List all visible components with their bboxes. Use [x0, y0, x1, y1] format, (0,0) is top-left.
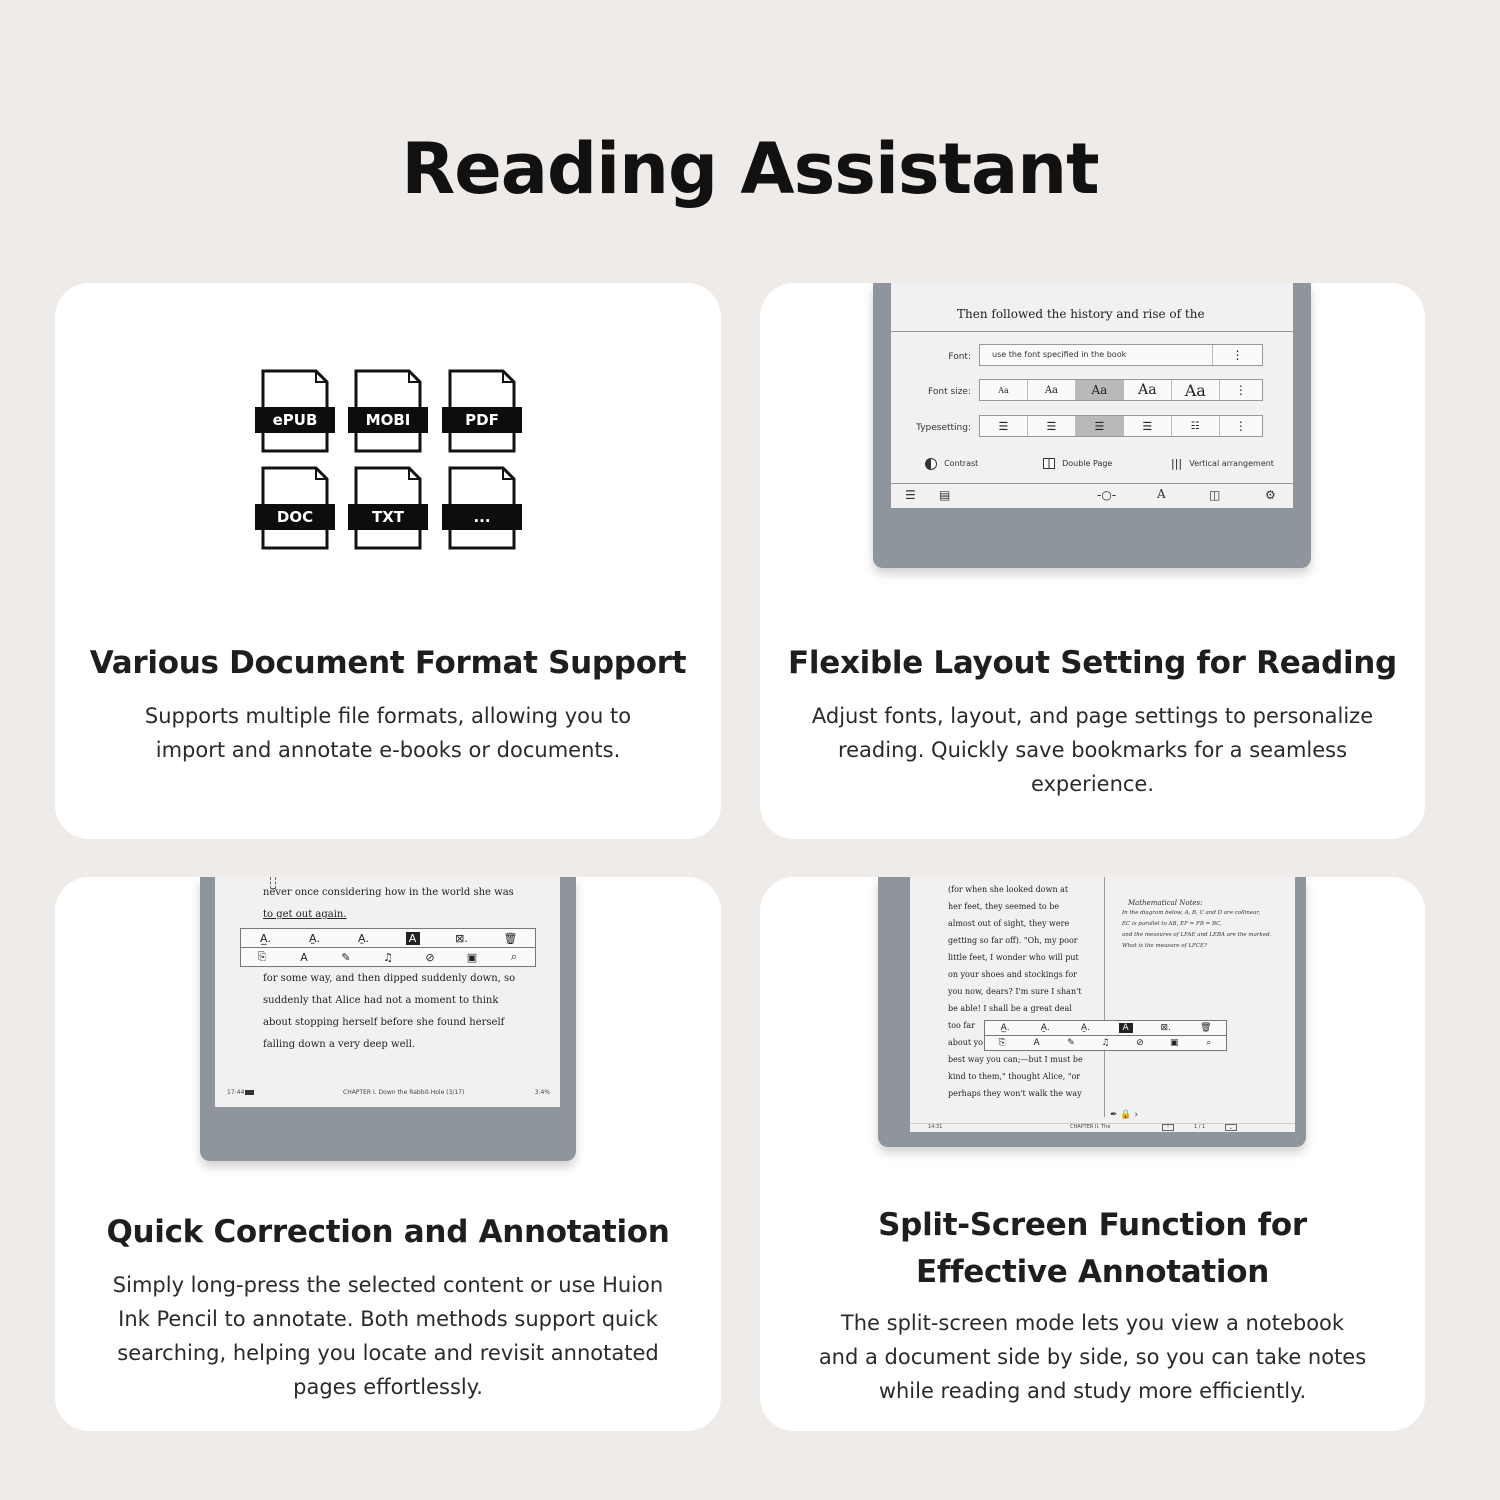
highlight-clear-icon[interactable]: ⊠. [1160, 1023, 1171, 1033]
desc-line: The split-screen mode lets you view a notebook [840, 1311, 1345, 1335]
action-toolbar [984, 1035, 1227, 1051]
status-bar [910, 1123, 1295, 1132]
heading-line: Effective Annotation [916, 1254, 1269, 1290]
book-line: kind to them," thought Alice, "or [948, 1072, 1081, 1081]
file-format-label: MOBI [348, 407, 428, 433]
delete-icon[interactable]: 🗑 [503, 931, 518, 945]
typesetting-selector[interactable] [979, 415, 1263, 437]
listen-icon[interactable]: ♫ [1101, 1038, 1110, 1048]
divider [891, 331, 1293, 332]
desc-line: Adjust fonts, layout, and page settings to personalize [811, 704, 1374, 728]
file-icon [353, 466, 423, 550]
ereader-screen [891, 283, 1293, 508]
settings-icon[interactable]: ⚙ [1265, 488, 1276, 502]
font-size-option-selected[interactable]: Aa [1076, 380, 1124, 400]
book-line: (for when she looked down at [948, 885, 1069, 894]
dictionary-icon[interactable]: ▣ [466, 950, 478, 964]
status-percent: 3.4% [534, 1089, 550, 1096]
desc-line: Supports multiple file formats, allowing you to [144, 704, 632, 728]
page-down-button[interactable]: ⌄ [1225, 1124, 1237, 1131]
ereader-screen [910, 877, 1295, 1132]
desc-line: searching, helping you locate and revisit annotated [117, 1341, 659, 1365]
status-bar [215, 1089, 560, 1101]
font-size-option[interactable]: Aa [1124, 380, 1172, 400]
heading-line: Split-Screen Function for [878, 1207, 1307, 1243]
search-icon[interactable]: ⌕ [1206, 1038, 1212, 1048]
split-screen-card [760, 877, 1425, 1431]
more-icon[interactable]: ⋮ [1212, 345, 1262, 365]
contrast-button[interactable] [925, 453, 978, 472]
book-line: on your shoes and stockings for [948, 970, 1077, 979]
status-chapter: CHAPTER II. The [1070, 1124, 1111, 1130]
vertical-arrangement-button[interactable] [1171, 453, 1274, 472]
file-icon [353, 369, 423, 453]
annotation-toolbar [240, 928, 536, 948]
text-icon[interactable]: A [300, 950, 308, 964]
card-description [95, 1268, 681, 1404]
font-size-option[interactable]: Aa [1172, 380, 1220, 400]
ereader-device [873, 283, 1311, 568]
translate-icon[interactable]: ⊘ [1136, 1038, 1144, 1048]
book-line: never once considering how in the world she was [263, 887, 514, 898]
note-icon[interactable]: ✎ [341, 950, 351, 964]
font-size-option[interactable]: Aa [980, 380, 1028, 400]
highlight-style-icon[interactable]: A̲. [259, 931, 272, 945]
status-chapter: CHAPTER I. Down the Rabbit-Hole (3/17) [343, 1089, 465, 1096]
search-icon[interactable]: ⌕ [510, 950, 518, 963]
file-format-label: DOC [255, 504, 335, 530]
desc-line: Ink Pencil to annotate. Both methods support quick [118, 1307, 658, 1331]
align-icon[interactable]: ☰ [1124, 416, 1172, 436]
highlight-fill-icon[interactable]: A [1119, 1023, 1133, 1033]
double-page-label: Double Page [1062, 459, 1113, 468]
copy-icon[interactable]: ⎘ [257, 950, 267, 963]
align-icon[interactable]: ☰ [980, 416, 1028, 436]
custom-layout-icon[interactable]: ☷ [1172, 416, 1220, 436]
book-line: perhaps they won't walk the way [948, 1089, 1082, 1098]
page-up-button[interactable]: ⌃ [1162, 1124, 1174, 1131]
chevron-right-icon[interactable]: › [1134, 1110, 1139, 1120]
desc-line: pages effortlessly. [293, 1375, 483, 1399]
status-time: 14:31 [928, 1124, 943, 1130]
desc-line: experience. [1030, 772, 1155, 796]
page-indicator: 1 / 1 [1194, 1124, 1206, 1130]
battery-icon [245, 1090, 254, 1095]
book-line: be able! I shall be a great deal [948, 1004, 1072, 1013]
bottom-toolbar [891, 485, 1293, 507]
translate-icon[interactable]: ⊘ [425, 950, 435, 964]
font-size-label: Font size: [928, 387, 971, 397]
card-description [800, 1306, 1385, 1408]
file-icon [260, 466, 330, 550]
card-description [95, 699, 681, 767]
lock-icon[interactable]: 🔒 [1120, 1110, 1132, 1120]
contrast-label: Contrast [944, 459, 979, 468]
brightness-icon[interactable]: -○- [1097, 488, 1117, 502]
pen-tools [1110, 1110, 1138, 1120]
book-line: for some way, and then dipped suddenly down, so [263, 973, 516, 984]
file-format-label: ... [442, 504, 522, 530]
divider [891, 483, 1293, 484]
ereader-device [200, 877, 576, 1161]
book-line-selected: to get out again. [263, 909, 347, 920]
split-icon[interactable]: ◫ [1209, 488, 1221, 502]
book-line: too far [948, 1021, 975, 1030]
file-format-label: PDF [442, 407, 522, 433]
ereader-device [878, 877, 1306, 1147]
handwritten-note-line: EC is parallel to AB, EF = FB = BC, [1122, 921, 1222, 927]
note-icon[interactable]: ✎ [1067, 1038, 1075, 1048]
file-icon [447, 369, 517, 453]
align-icon-selected[interactable]: ☰ [1076, 416, 1124, 436]
more-icon[interactable]: ⋮ [1234, 419, 1247, 433]
font-size-selector[interactable] [979, 379, 1263, 401]
desc-line: while reading and study more efficiently. [878, 1379, 1307, 1403]
desc-line: and a document side by side, so you can take notes [818, 1345, 1367, 1369]
file-format-label: TXT [348, 504, 428, 530]
correction-annotation-card [55, 877, 721, 1431]
align-icon[interactable]: ☰ [1028, 416, 1076, 436]
double-page-button[interactable] [1043, 453, 1112, 472]
highlight-underline-icon[interactable]: A̱. [1080, 1023, 1090, 1033]
text-icon[interactable]: A [1033, 1038, 1040, 1048]
menu-icon[interactable]: ☰ [905, 488, 916, 502]
annotation-toolbar [984, 1020, 1227, 1036]
vertical-arrangement-label: Vertical arrangement [1189, 459, 1274, 468]
card-heading: Various Document Format Support [89, 645, 687, 681]
font-icon[interactable]: A [1157, 487, 1166, 501]
highlight-clear-icon[interactable]: ⊠. [455, 931, 468, 945]
notebook-pane [1106, 877, 1295, 1117]
typesetting-label: Typesetting: [916, 423, 971, 433]
book-line: you now, dears? I'm sure I shan't [948, 987, 1082, 996]
book-text: Then followed the history and rise of the [957, 307, 1205, 321]
copy-icon[interactable]: ⎘ [998, 1038, 1006, 1048]
book-line: her feet, they seemed to be [948, 902, 1060, 911]
handwritten-note-line: In the diagram below, A, B, C and D are collinear, [1122, 910, 1261, 916]
double-page-icon [1043, 458, 1055, 469]
delete-icon[interactable]: 🗑 [1200, 1023, 1212, 1033]
highlight-style-icon[interactable]: A̲. [1000, 1023, 1010, 1033]
desc-line: import and annotate e-books or documents. [155, 738, 621, 762]
book-line: getting so far off). "Oh, my poor [948, 936, 1078, 945]
book-line: best way you can;—but I must be [948, 1055, 1083, 1064]
handwritten-note-line: and the measures of LFAE and LEBA are the marked. [1122, 932, 1272, 938]
highlight-wavy-icon[interactable]: A̰. [1040, 1023, 1050, 1033]
handwritten-note-title: Mathematical Notes: [1128, 899, 1203, 907]
card-description [800, 699, 1385, 801]
highlight-wavy-icon[interactable]: A̰. [308, 931, 321, 945]
document-pane [910, 877, 1105, 1117]
book-line: little feet, I wonder who will put [948, 953, 1079, 962]
book-line: suddenly that Alice had not a moment to think [263, 995, 499, 1006]
notes-icon[interactable]: ▤ [939, 488, 951, 502]
handwritten-note-line: What is the measure of LFCE? [1122, 943, 1208, 949]
contrast-icon [925, 458, 937, 470]
font-select-value: use the font specified in the book [992, 350, 1127, 359]
font-size-option[interactable]: Aa [1028, 380, 1076, 400]
action-toolbar [240, 947, 536, 967]
highlight-fill-icon[interactable]: A [406, 932, 420, 945]
file-icon [447, 466, 517, 550]
pen-icon[interactable]: ✒ [1110, 1110, 1118, 1120]
book-line: falling down a very deep well. [263, 1039, 416, 1050]
layout-setting-card [760, 283, 1425, 839]
font-select[interactable] [979, 344, 1263, 366]
ereader-screen [215, 877, 560, 1107]
listen-icon[interactable]: ♫ [383, 950, 393, 964]
format-support-card [55, 283, 721, 839]
page-title: Reading Assistant [401, 128, 1099, 210]
status-time: 17:44 [227, 1089, 245, 1096]
dictionary-icon[interactable]: ▣ [1170, 1038, 1179, 1048]
more-icon[interactable]: ⋮ [1234, 383, 1247, 397]
file-icon [260, 369, 330, 453]
card-heading: Quick Correction and Annotation [106, 1214, 670, 1250]
desc-line: reading. Quickly save bookmarks for a seamless [837, 738, 1348, 762]
highlight-underline-icon[interactable]: A̱. [357, 931, 370, 945]
vertical-arrangement-icon: ||| [1171, 457, 1183, 470]
book-line: about stopping herself before she found herself [263, 1017, 505, 1028]
desc-line: Simply long-press the selected content or use Huion [112, 1273, 664, 1297]
card-heading [760, 1202, 1425, 1296]
font-label: Font: [948, 352, 971, 362]
file-format-label: ePUB [255, 407, 335, 433]
book-line: about yo [948, 1038, 983, 1047]
card-heading: Flexible Layout Setting for Reading [788, 645, 1397, 681]
book-line: almost out of sight, they were [948, 919, 1070, 928]
